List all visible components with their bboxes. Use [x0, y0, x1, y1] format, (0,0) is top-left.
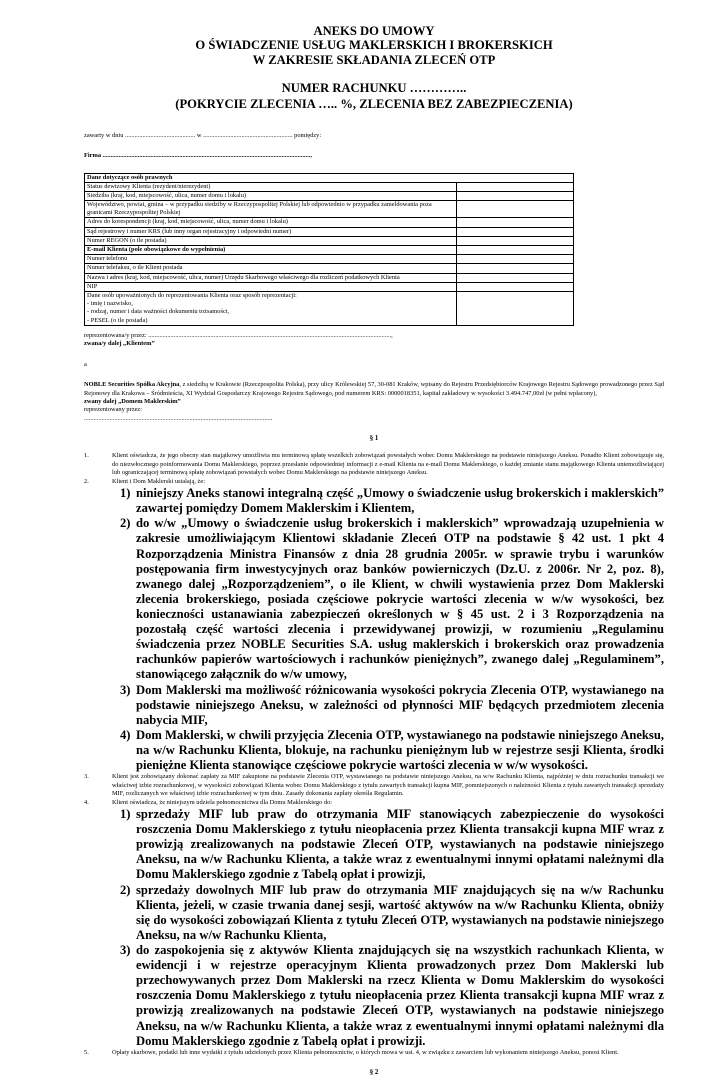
sub-list — [112, 807, 664, 1049]
list-item — [84, 773, 664, 798]
field-label: Adres do korespondencji (kraj, kod, miejscowość, ulica, numer domu i lokalu) — [85, 218, 457, 227]
item-text: Klient oświadcza, że niniejszym udziela pełnomocnictwa dla Domu Maklerskiego do: — [112, 798, 333, 806]
client-data-table — [84, 173, 574, 326]
sub-list-item — [112, 516, 664, 682]
table-row — [85, 291, 574, 325]
broker-called-line: zwany dalej „Domem Maklerskim” — [84, 397, 181, 405]
sub-item-text: do zaspokojenia się z aktywów Klienta znajdujących się na wszystkich rachunkach Klienta, w ewidencji i w rejestrze operacyjnym Klienta prowadzonych przez Dom Maklerski lub przechowywanych przez Dom Maklerski na rzecz Klienta w Domu Maklerskim do wysokości roszczenia Domu Maklerskiego z tytułu nieopłacenia przez Klienta transakcji kupna MIF wraz z prowizją zrealizowanych na podstawie Zleceń OTP, wystawianych na podstawie niniejszego Aneksu, na w/w Rachunku Klienta, a także wraz z ewentualnymi innymi opłatami należnymi dla Domu Maklerskiego zgodnie z Tabelą opłat i prowizji. — [136, 943, 664, 1048]
sub-item-text: sprzedaży MIF lub praw do otrzymania MIF stanowiących zabezpieczenie do wysokości roszczenia Domu Maklerskiego z tytułu nieopłacenia przez Klienta transakcji kupna MIF wraz z prowizją zrealizowanych na podstawie Zleceń OTP, wystawianych na podstawie niniejszego Aneksu, na w/w Rachunku Klienta, a także wraz z ewentualnymi innymi opłatami należnymi dla Domu Maklerskiego zgodnie z Tabelą opłat i prowizji, — [136, 807, 664, 882]
sub-item-text: do w/w „Umowy o świadczenie usług brokerskich i maklerskich” wprowadzają uzupełnienia w zakresie umożliwiającym Klientowi składanie Zleceń OTP na podstawie § 42 ust. 1 pkt 4 Rozporządzenia Ministra Finansów z dnia 28 grudnia 2005r. w sprawie trybu i warunków postępowania firm inwestycyjnych oraz banków powierniczych (Dz.U. z 2006r. Nr 2, poz. 8), zwanego dalej „Rozporządzeniem”, o ile Klient, w chwili wystawienia przez Dom Maklerski zlecenia brokerskiego, posiada częściowe pokrycie wartości zlecenia w w/w wysokości, bez konieczności ustanawiania zabezpieczeń określonych w § 45 ust. 2 i 3 Rozporządzenia na pozostałą część wartości zlecenia i przewidywanej prowizji, w rozumieniu „Regulaminu świadczenia przez NOBLE Securities S.A. usług maklerskich i brokerskich oraz prowadzenia rachunków papierów wartościowych i rachunków pieniężnych”, zwanego dalej „Regulaminem”, stanowiącego załącznik do w/w umowy, — [136, 516, 664, 682]
coverage-line: (POKRYCIE ZLECENIA ….. %, ZLECENIA BEZ ZABEZPIECZENIA) — [175, 96, 573, 111]
document-title — [84, 24, 664, 67]
field-label: Numer REGON (o ile posiada) — [85, 236, 457, 245]
title-line: W ZAKRESIE SKŁADANIA ZLECEŃ OTP — [252, 52, 496, 67]
sub-item-text: niniejszy Aneks stanowi integralną część „Umowy o świadczenie usług brokerskich i maklerskich” zawartej pomiędzy Domem Maklerskim i Klientem, — [136, 486, 664, 516]
broker-represented-label: reprezentowany przez: — [84, 406, 143, 414]
item-number: 5. — [84, 1048, 89, 1056]
field-label: Status dewizowy Klienta (rezydent/nierezydent) — [85, 182, 457, 191]
item-text: Klient i Dom Maklerski ustalają, że: — [112, 477, 205, 485]
field-label: Dane dotyczące osób prawnych — [85, 173, 574, 182]
field-value-input[interactable] — [457, 236, 574, 245]
sub-list-item — [112, 486, 664, 516]
field-label: Sąd rejestrowy i numer KRS (lub inny organ rejestracyjny i odpowiedni numer) — [85, 227, 457, 236]
sub-item-number: 3) — [120, 682, 131, 697]
section-1-heading: § 1 — [369, 435, 379, 443]
list-item — [84, 799, 664, 1049]
field-value-input[interactable] — [457, 273, 574, 282]
and-word: a — [84, 360, 87, 368]
sub-list-item — [112, 728, 664, 773]
table-row — [85, 191, 574, 200]
sub-list-item — [112, 883, 664, 943]
field-value-input[interactable] — [457, 218, 574, 227]
sub-list-item — [112, 683, 664, 728]
table-row — [85, 182, 574, 191]
item-number: 1. — [84, 452, 89, 460]
list-item — [84, 452, 664, 477]
sub-list-item — [112, 807, 664, 883]
table-row — [85, 246, 574, 255]
field-value-input[interactable] — [457, 264, 574, 273]
concluded-line: zawarty w dniu ............................................ w ........................................................ pomiędzy: — [84, 131, 322, 139]
client-called-line: zwana/y dalej „Klientem” — [84, 340, 155, 348]
table-row — [85, 282, 574, 291]
firm-line: Firma .................................................................................................................................., — [84, 152, 312, 160]
field-label: Dane osób upoważnionych do reprezentowania Klienta oraz sposób reprezentacji: - imię i nazwisko, - rodzaj, numer i data ważności dokumentu tożsamości, - PESEL (o ile posiada) — [85, 291, 457, 325]
field-value-input[interactable] — [457, 282, 574, 291]
item-text: Klient jest zobowiązany dokonać zapłaty za MIF zakupione na podstawie Zlecenia OTP, wystawianego na podstawie niniejszego Aneksu, na w/w Rachunku Klienta, najpóźniej w dniu rozrachunku transakcji we właściwej izbie rozrachunkowej, w wysokości zobowiązań Klienta wobec Domu Maklerskiego z tytułu zawartych transakcji kupna MIF, pomniejszonych o należności Klienta z tytułu zawartych transakcji sprzedaży MIF, rozliczanych we właściwej izbie rozrachunkowej w tym dniu. Zasady dokonania zapłaty określa Regulamin. — [112, 773, 664, 798]
sub-item-number: 4) — [120, 727, 131, 742]
table-row — [85, 173, 574, 182]
sub-list — [112, 486, 664, 773]
item-number: 4. — [84, 798, 89, 806]
table-row — [85, 255, 574, 264]
field-value-input[interactable] — [457, 201, 574, 218]
sub-item-number: 3) — [120, 943, 131, 957]
broker-description — [84, 381, 664, 423]
item-text: Klient oświadcza, że jego obecny stan majątkowy umożliwia mu terminową spłatę wszelkich zobowiązań powstałych wobec Domu Maklerskiego na podstawie niniejszego Aneksu. Ponadto Klient zobowiązuje się, do niezwłocznego poinformowania Domu Maklerskiego, poprzez przesłanie odpowiedniej informacji z e-mail Klienta na e-mail Domu Maklerskiego, o każdej zmianie stanu majątkowego Klienta uniemożliwiającej lub ograniczającej terminową spłatę zobowiązań powstałych wobec Domu Maklerskiego na podstawie niniejszego Aneksu. — [112, 452, 664, 477]
field-label: NIP — [85, 282, 457, 291]
field-value-input[interactable] — [457, 191, 574, 200]
item-number: 2. — [84, 477, 89, 485]
sub-item-text: sprzedaży dowolnych MIF lub praw do otrzymania MIF znajdujących się na w/w Rachunku Klienta, jeżeli, w czasie trwania danej sesji, wartość aktywów na w/w Rachunku Klienta, obniży się do wysokości zobowiązań Klienta z tytułu Zleceń OTP, wystawianych na podstawie niniejszego Aneksu, na w/w Rachunku Klienta, — [136, 882, 664, 942]
sub-item-number: 2) — [120, 882, 131, 897]
field-label: Numer telefaksu, o ile Klient posiada — [85, 264, 457, 273]
field-label: Nazwa i adres (kraj, kod, miejscowość, ulica, numer) Urzędu Skarbowego właściwego dla rozliczeń podatkowych Klienta — [85, 273, 457, 282]
field-value-input[interactable] — [457, 291, 574, 325]
account-number-line: NUMER RACHUNKU ………….. — [281, 81, 467, 96]
field-value-input[interactable] — [457, 246, 574, 255]
sub-item-text: Dom Maklerski ma możliwość różnicowania wysokości pokrycia Zlecenia OTP, wystawianego na podstawie niniejszego Aneksu, w zależności od płynności MIF będących przedmiotem zlecenia nabycia MIF, — [136, 682, 664, 727]
table-row — [85, 227, 574, 236]
table-row — [85, 264, 574, 273]
table-row — [85, 201, 574, 218]
sub-list-item — [112, 943, 664, 1049]
sub-item-number: 1) — [120, 807, 131, 822]
item-text: Opłaty skarbowe, podatki lub inne wydatki z tytułu udzielonych przez Klienta pełnomocnictw, o których mowa w ust. 4, w związku z zawarciem lub wykonaniem niniejszego Aneksu, ponosi Klient. — [112, 1048, 619, 1056]
field-label: Siedziba (kraj, kod, miejscowość, ulica, numer domu i lokalu) — [85, 191, 457, 200]
item-number: 3. — [84, 773, 89, 781]
table-row — [85, 218, 574, 227]
section-2-heading: § 2 — [369, 1069, 379, 1077]
field-value-input[interactable] — [457, 182, 574, 191]
list-item — [84, 1049, 664, 1057]
section-1-list — [84, 452, 664, 1057]
list-item — [84, 478, 664, 774]
field-label: E-mail Klienta (pole obowiązkowe do wypełnienia) — [85, 246, 457, 255]
field-label: Numer telefonu — [85, 255, 457, 264]
field-value-input[interactable] — [457, 255, 574, 264]
sub-item-number: 1) — [120, 486, 131, 501]
broker-details: , z siedzibą w Krakowie (Rzeczpospolita Polska), przy ulicy Królewskiej 57, 30-081 Kraków, wpisany do Rejestru Przedsiębiorców Krajowego Rejestru Sądowego prowadzonego przez Sąd Rejonowy dla Krakowa – Śródmieścia, XI Wydział Gospodarczy Krajowego Rejestru Sądowego, pod numerem KRS: 0000018351, kapitał zakładowy w wysokości 3.494.747,00zł (w pełni wpłacony), — [84, 381, 664, 397]
field-label: Województwo, powiat, gmina – w przypadku siedziby w Rzeczypospolitej Polskiej lub odpowiednio w przypadku zameldowania poza granicami Rzeczypospolitej Polskiej — [85, 201, 457, 218]
represented-by-line: reprezentowana/y przez: ........................................................................................................................................................, — [84, 331, 393, 339]
broker-name: NOBLE Securities Spółka Akcyjna — [84, 381, 180, 389]
title-line: ANEKS DO UMOWY — [313, 24, 435, 38]
sub-item-number: 2) — [120, 516, 131, 531]
sub-item-text: Dom Maklerski, w chwili przyjęcia Zlecenia OTP, wystawianego na podstawie niniejszego Aneksu, na w/w Rachunku Klienta, blokuje, na rachunku pieniężnym lub w rejestrze sesji Klienta, środki pieniężne Klienta stanowiące częściowe pokrycie wartości zlecenia w w/w wysokości. — [136, 727, 664, 773]
field-value-input[interactable] — [457, 227, 574, 236]
table-row — [85, 236, 574, 245]
table-row — [85, 273, 574, 282]
title-line: O ŚWIADCZENIE USŁUG MAKLERSKICH I BROKERSKICH — [195, 38, 553, 53]
broker-represented-line: ...................................................................................................................... — [84, 414, 273, 422]
